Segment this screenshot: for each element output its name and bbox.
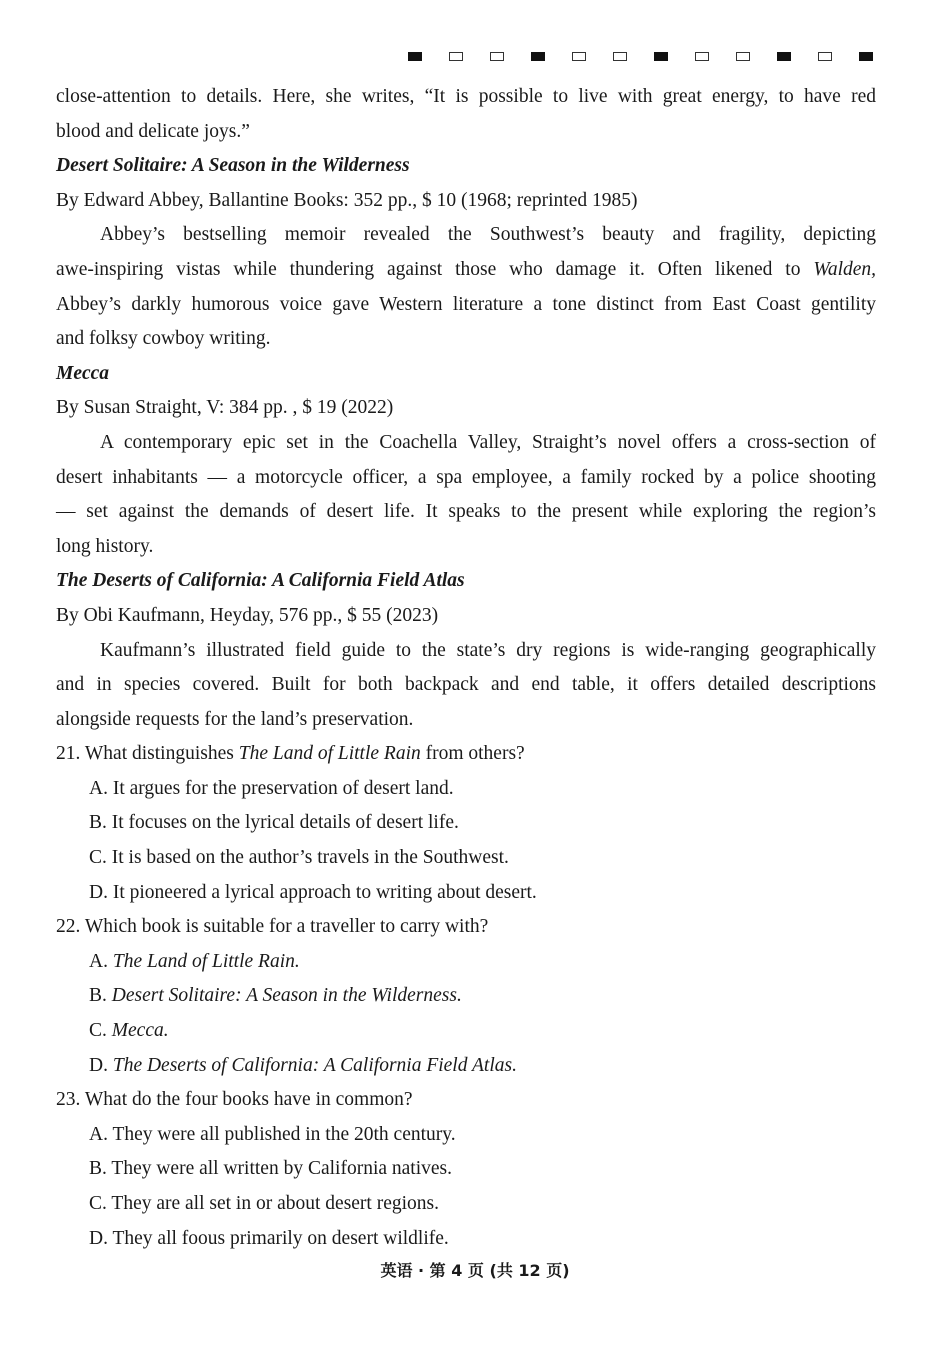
option-a — [56, 945, 876, 980]
mark-icon — [736, 52, 750, 61]
question-stem: 22. Which book is suitable for a traveller to carry with? — [56, 916, 489, 938]
page-footer: 英语 · 第 4 页 (共 12 页) — [380, 1261, 570, 1280]
question-stem: 23. What do the four books have in common? — [56, 1089, 413, 1111]
registration-marks — [408, 52, 900, 61]
option-text: Mecca. — [111, 1020, 169, 1042]
question-stem — [56, 737, 876, 772]
italic-title: The Land of Little Rain — [238, 743, 421, 765]
book-byline: By Susan Straight, V: 384 pp. , $ 19 (2022) — [56, 397, 394, 419]
book-title: The Deserts of California: A California Field Atlas — [56, 570, 465, 592]
text-span: 21. What distinguishes — [56, 743, 239, 765]
paragraph-line — [56, 253, 876, 288]
mark-icon — [490, 52, 504, 61]
paragraph-line: desert inhabitants — a motorcycle officer, a spa employee, a family rocked by a police shooting — [56, 466, 876, 488]
option-c: C. They are all set in or about desert regions. — [89, 1193, 440, 1214]
book-title: Mecca — [56, 362, 110, 384]
option-b: B. It focuses on the lyrical details of desert life. — [89, 812, 459, 834]
mark-icon — [613, 52, 627, 61]
option-letter: D. — [89, 1054, 113, 1076]
mark-icon — [777, 52, 791, 61]
mark-icon — [695, 52, 709, 61]
paragraph-line: close-attention to details. Here, she writes, “It is possible to live with great energy, to have red — [56, 86, 876, 107]
option-d: D. They all foous primarily on desert wildlife. — [89, 1227, 449, 1249]
option-text: Desert Solitaire: A Season in the Wilderness. — [111, 985, 462, 1007]
option-text: The Land of Little Rain. — [112, 950, 300, 972]
option-a: A. They were all published in the 20th century. — [89, 1123, 456, 1145]
option-c — [56, 1014, 876, 1049]
option-letter: B. — [89, 985, 112, 1007]
mark-icon — [859, 52, 873, 61]
paragraph-line: A contemporary epic set in the Coachella Valley, Straight’s novel offers a cross-section of — [100, 431, 876, 453]
option-b: B. They were all written by California natives. — [89, 1158, 452, 1180]
mark-icon — [531, 52, 545, 61]
document-page — [56, 80, 876, 1256]
mark-icon — [654, 52, 668, 61]
text-span: from others? — [420, 743, 525, 765]
paragraph-line: Abbey’s darkly humorous voice gave Western literature a tone distinct from East Coast gentility — [56, 293, 876, 315]
option-d: D. It pioneered a lyrical approach to writing about desert. — [89, 881, 537, 903]
book-byline: By Edward Abbey, Ballantine Books: 352 pp., $ 10 (1968; reprinted 1985) — [56, 189, 638, 211]
mark-icon — [449, 52, 463, 61]
paragraph-line: and in species covered. Built for both backpack and end table, it offers detailed descriptions — [56, 674, 876, 696]
text-span: awe-inspiring vistas while thundering against those who damage it. Often likened to — [56, 258, 801, 280]
mark-icon — [818, 52, 832, 61]
paragraph-line: Kaufmann’s illustrated field guide to the state’s dry regions is wide-ranging geographically — [100, 639, 876, 661]
option-d — [56, 1049, 876, 1084]
book-byline: By Obi Kaufmann, Heyday, 576 pp., $ 55 (2023) — [56, 604, 439, 626]
book-title: Desert Solitaire: A Season in the Wilderness — [56, 155, 410, 177]
paragraph-line: long history. — [56, 535, 154, 557]
paragraph-line: blood and delicate joys.” — [56, 120, 250, 142]
mark-icon — [572, 52, 586, 61]
italic-title: Walden, — [813, 258, 877, 280]
paragraph-line: and folksy cowboy writing. — [56, 328, 271, 350]
paragraph-line: alongside requests for the land’s preservation. — [56, 708, 414, 730]
option-c: C. It is based on the author’s travels in the Southwest. — [89, 847, 509, 869]
paragraph-line: Abbey’s bestselling memoir revealed the Southwest’s beauty and fragility, depicting — [100, 224, 876, 246]
mark-icon — [408, 52, 422, 61]
option-b — [56, 979, 876, 1014]
paragraph-line: — set against the demands of desert life. It speaks to the present while exploring the region’s — [56, 501, 876, 523]
option-letter: A. — [89, 950, 113, 972]
option-a: A. It argues for the preservation of desert land. — [89, 777, 454, 799]
option-letter: C. — [89, 1020, 112, 1042]
option-text: The Deserts of California: A California Field Atlas. — [112, 1054, 517, 1076]
